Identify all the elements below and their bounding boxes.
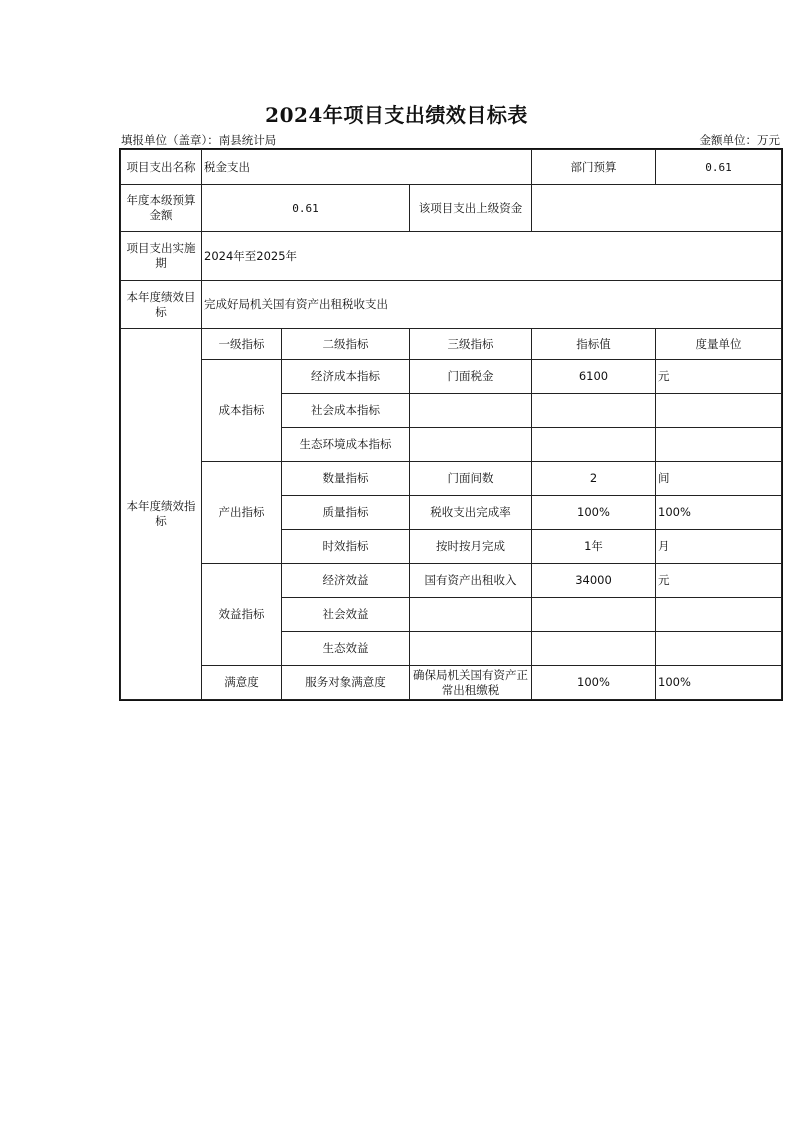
table-row xyxy=(121,564,782,598)
project-name-value: 税金支出 xyxy=(202,150,532,185)
column-header: 二级指标 xyxy=(282,329,410,360)
indicator-unit xyxy=(656,632,782,666)
indicator-unit: 元 xyxy=(656,564,782,598)
level2-indicator: 生态效益 xyxy=(282,632,410,666)
table-row xyxy=(121,462,782,496)
goal-label: 本年度绩效目标 xyxy=(121,281,202,329)
indicator-unit: 100% xyxy=(656,496,782,530)
level3-indicator: 确保局机关国有资产正常出租缴税 xyxy=(410,666,532,700)
period-label: 项目支出实施期 xyxy=(121,232,202,281)
superior-funds-label: 该项目支出上级资金 xyxy=(410,185,532,232)
level3-indicator: 按时按月完成 xyxy=(410,530,532,564)
indicator-value: 100% xyxy=(532,496,656,530)
annual-budget-value: 0.61 xyxy=(202,185,410,232)
indicator-value xyxy=(532,632,656,666)
level3-indicator xyxy=(410,632,532,666)
level1-indicator: 效益指标 xyxy=(202,564,282,666)
indicator-value xyxy=(532,598,656,632)
indicator-unit xyxy=(656,428,782,462)
level2-indicator: 经济成本指标 xyxy=(282,360,410,394)
level1-indicator: 成本指标 xyxy=(202,360,282,462)
indicator-value xyxy=(532,394,656,428)
table-row xyxy=(121,666,782,700)
indicator-value: 100% xyxy=(532,666,656,700)
level2-indicator: 质量指标 xyxy=(282,496,410,530)
level2-indicator: 生态环境成本指标 xyxy=(282,428,410,462)
level3-indicator xyxy=(410,598,532,632)
fill-unit-label: 填报单位（盖章）：南县统计局 xyxy=(121,133,277,147)
dept-budget-value: 0.61 xyxy=(656,150,782,185)
indicator-unit: 元 xyxy=(656,360,782,394)
level3-indicator xyxy=(410,428,532,462)
indicator-unit xyxy=(656,394,782,428)
indicator-unit xyxy=(656,598,782,632)
indicator-value: 34000 xyxy=(532,564,656,598)
level3-indicator xyxy=(410,394,532,428)
indicator-unit: 月 xyxy=(656,530,782,564)
superior-funds-value xyxy=(532,185,782,232)
level2-indicator: 社会成本指标 xyxy=(282,394,410,428)
level3-indicator: 门面间数 xyxy=(410,462,532,496)
annual-budget-label: 年度本级预算金额 xyxy=(121,185,202,232)
period-value: 2024年至2025年 xyxy=(202,232,782,281)
performance-target-table xyxy=(120,149,782,700)
indicator-unit: 间 xyxy=(656,462,782,496)
table-row xyxy=(121,360,782,394)
page-title: 2024年项目支出绩效目标表 xyxy=(265,103,528,127)
indicator-value: 6100 xyxy=(532,360,656,394)
indicator-value: 1年 xyxy=(532,530,656,564)
indicator-value: 2 xyxy=(532,462,656,496)
level2-indicator: 服务对象满意度 xyxy=(282,666,410,700)
level1-indicator: 产出指标 xyxy=(202,462,282,564)
column-header: 指标值 xyxy=(532,329,656,360)
level2-indicator: 数量指标 xyxy=(282,462,410,496)
indicator-section-label: 本年度绩效指标 xyxy=(121,329,202,700)
level2-indicator: 时效指标 xyxy=(282,530,410,564)
amount-unit-label: 金额单位：万元 xyxy=(699,133,780,147)
dept-budget-label: 部门预算 xyxy=(532,150,656,185)
indicator-unit: 100% xyxy=(656,666,782,700)
level3-indicator: 税收支出完成率 xyxy=(410,496,532,530)
level2-indicator: 社会效益 xyxy=(282,598,410,632)
project-name-label: 项目支出名称 xyxy=(121,150,202,185)
column-header: 度量单位 xyxy=(656,329,782,360)
level3-indicator: 门面税金 xyxy=(410,360,532,394)
column-header: 三级指标 xyxy=(410,329,532,360)
indicator-value xyxy=(532,428,656,462)
level3-indicator: 国有资产出租收入 xyxy=(410,564,532,598)
level1-indicator: 满意度 xyxy=(202,666,282,700)
goal-value: 完成好局机关国有资产出租税收支出 xyxy=(202,281,782,329)
column-header: 一级指标 xyxy=(202,329,282,360)
level2-indicator: 经济效益 xyxy=(282,564,410,598)
